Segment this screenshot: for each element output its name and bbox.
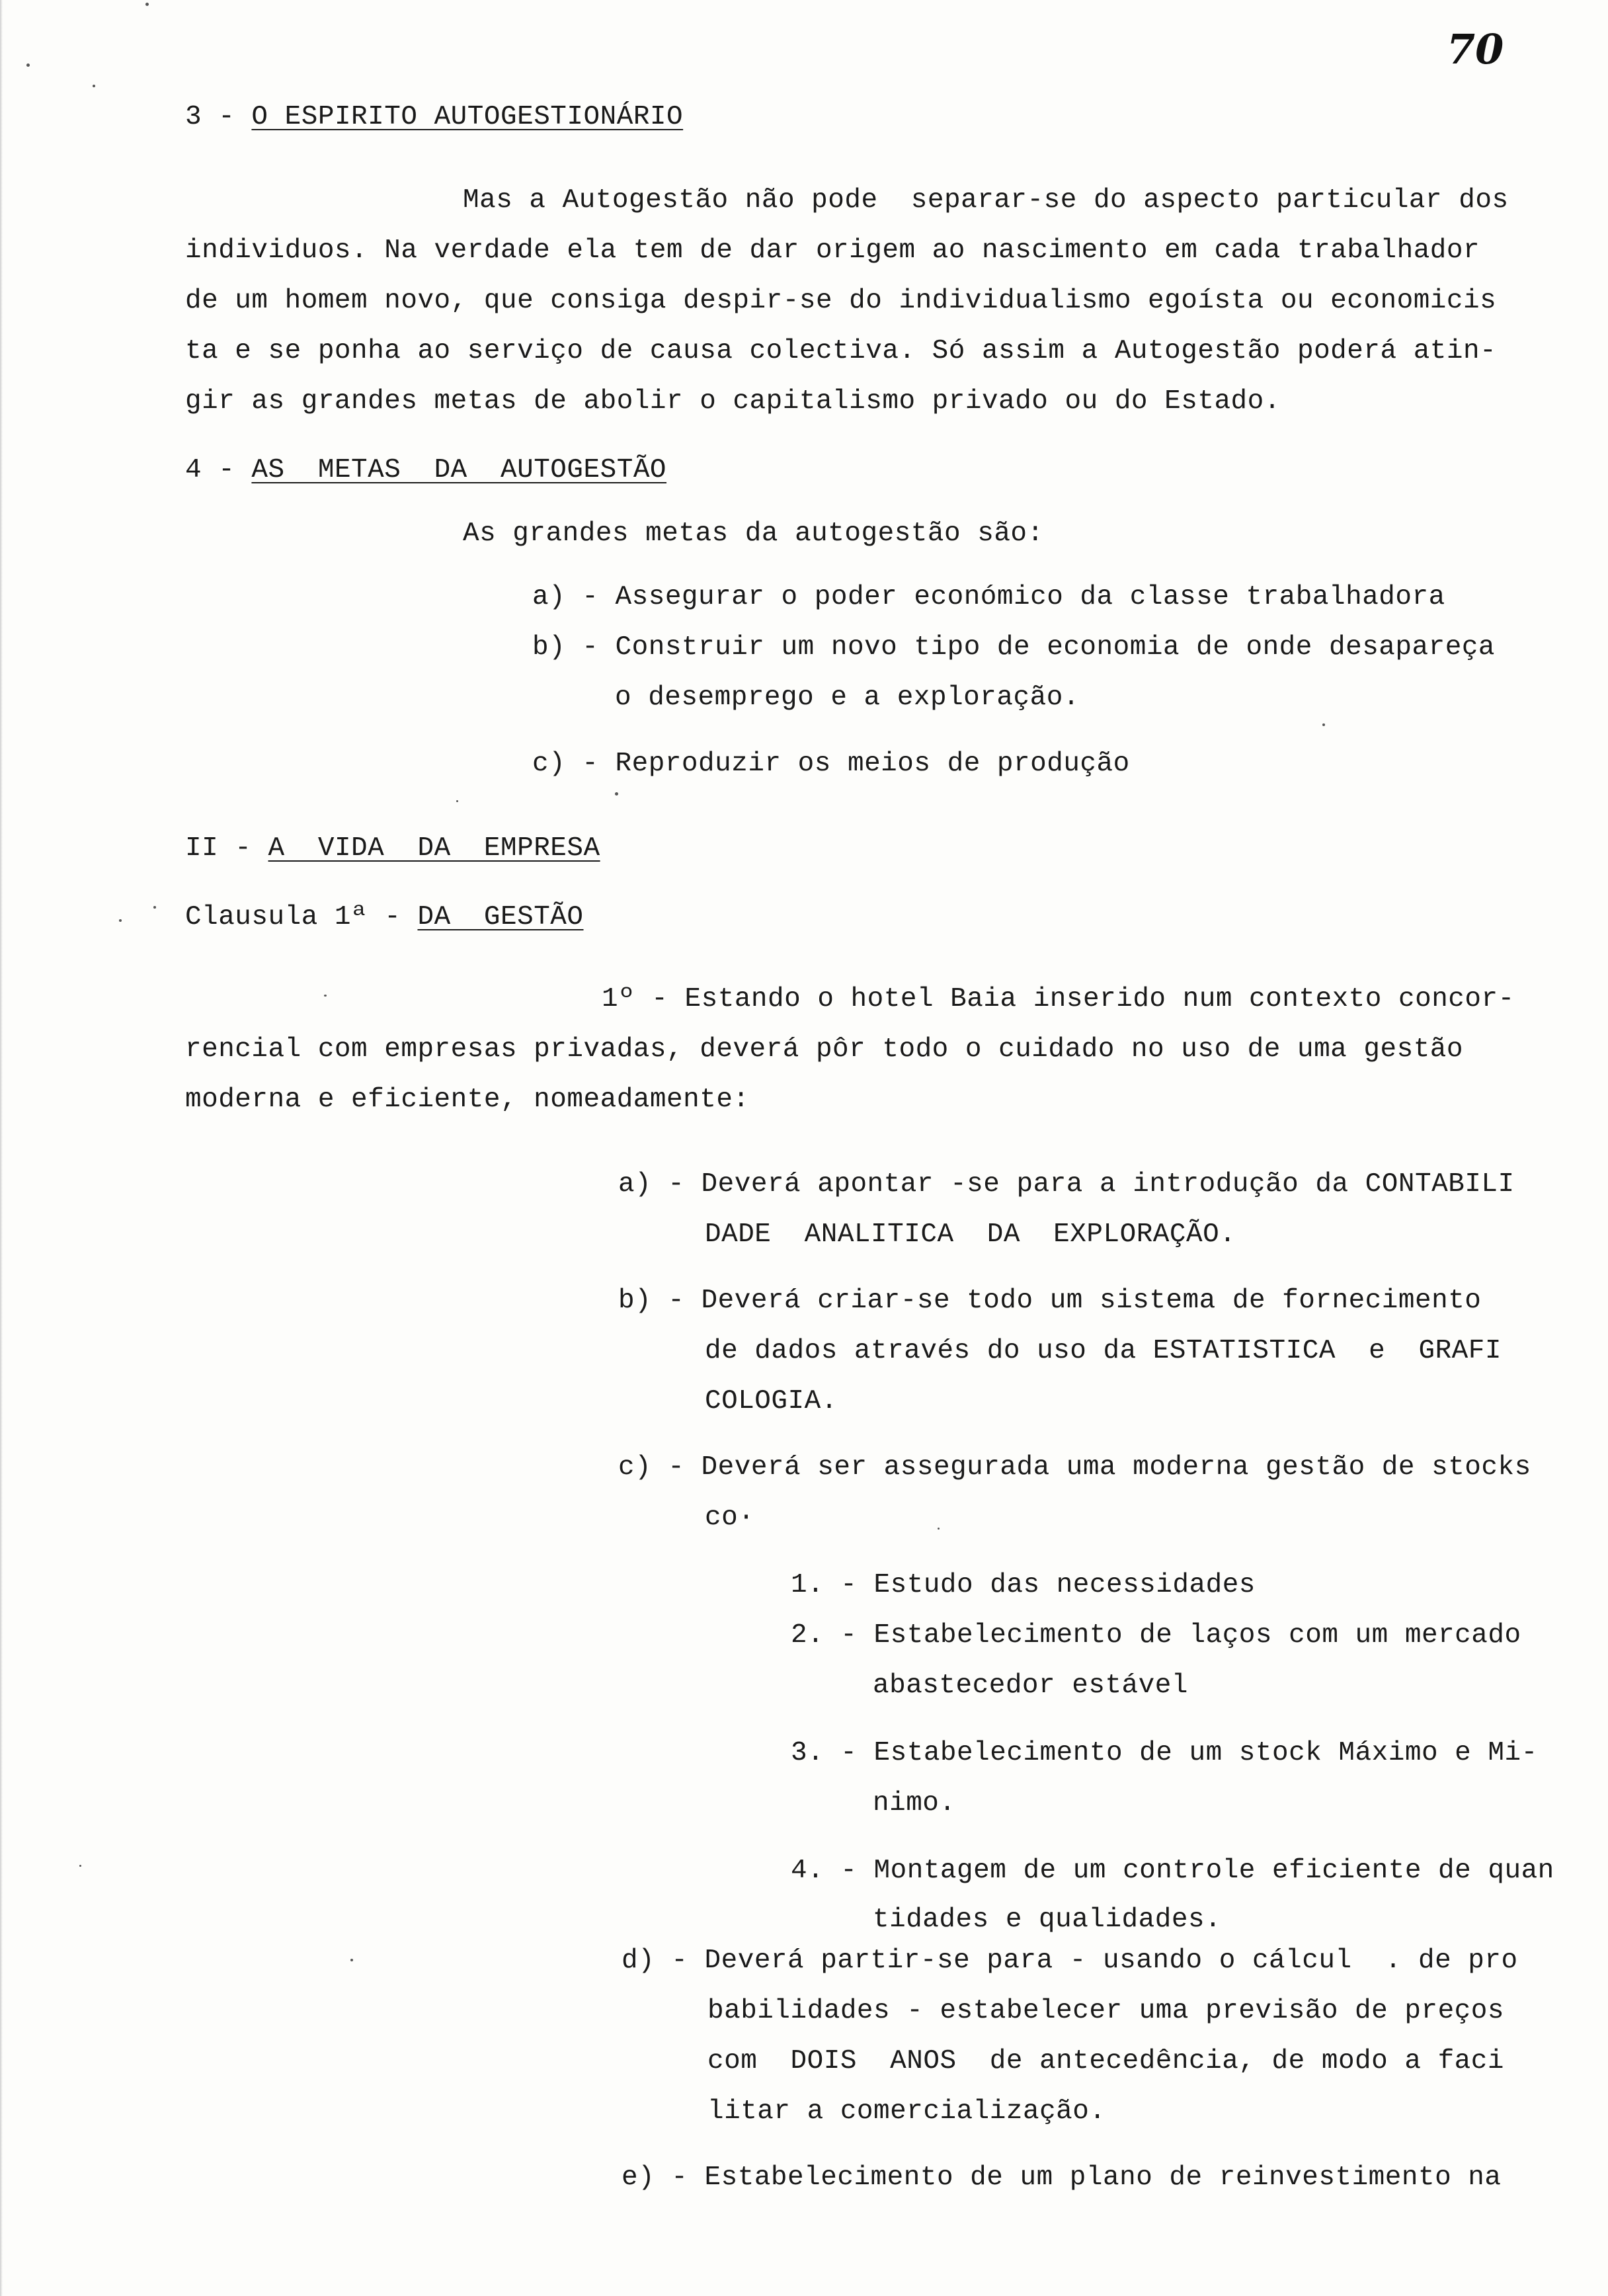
section-3-title: O ESPIRITO AUTOGESTIONÁRIO	[251, 102, 684, 132]
stock-subitem-3-line-2: nimo.	[873, 1788, 956, 1819]
clause-item-c-line-1: c) - Deverá ser assegurada uma moderna gestão de stocks	[618, 1452, 1531, 1483]
clause-1-para-line-3: moderna e eficiente, nomeadamente:	[185, 1085, 750, 1115]
section-4-title: AS METAS DA AUTOGESTÃO	[251, 455, 667, 485]
scan-speck	[456, 800, 458, 802]
page-edge-shadow	[0, 0, 3, 2296]
clause-1-heading	[185, 901, 584, 934]
section-3-para-line-4: ta e se ponha ao serviço de causa colectiva. Só assim a Autogestão poderá atin-	[185, 336, 1497, 366]
clause-item-e-line-1: e) - Estabelecimento de um plano de reinvestimento na	[622, 2162, 1502, 2193]
scan-speck	[145, 3, 149, 6]
page-number: 70	[1447, 25, 1504, 73]
scan-speck	[615, 792, 618, 796]
stock-subitem-4-line-1: 4. - Montagem de um controle eficiente de quan	[791, 1856, 1554, 1886]
section-4-item-b-cont: o desemprego e a exploração.	[615, 682, 1080, 713]
scan-speck	[938, 1528, 940, 1530]
section-4-number: 4 -	[185, 455, 252, 485]
section-3-number: 3 -	[185, 102, 252, 132]
section-4-intro: As grandes metas da autogestão são:	[463, 518, 1044, 549]
section-4-item-b: b) - Construir um novo tipo de economia de onde desapareça	[532, 632, 1496, 663]
clause-1-para-line-2: rencial com empresas privadas, deverá pôr todo o cuidado no uso de uma gestão	[185, 1034, 1464, 1065]
stock-subitem-3-line-1: 3. - Estabelecimento de um stock Máximo e Mi-	[791, 1738, 1538, 1768]
clause-item-c-line-2: co·	[705, 1502, 755, 1533]
scan-speck	[350, 1959, 353, 1961]
section-3-para-line-2: individuos. Na verdade ela tem de dar origem ao nascimento em cada trabalhador	[185, 235, 1480, 266]
scan-speck	[1322, 723, 1325, 726]
section-4-heading	[185, 454, 666, 487]
section-4-item-c: c) - Reproduzir os meios de produção	[532, 749, 1130, 779]
clause-item-a-line-2: DADE ANALITICA DA EXPLORAÇÃO.	[705, 1219, 1236, 1250]
scan-speck	[153, 906, 156, 909]
section-3-heading	[185, 101, 683, 134]
scan-speck	[119, 919, 122, 922]
clause-item-d-line-3: com DOIS ANOS de antecedência, de modo a faci	[707, 2046, 1504, 2076]
clause-item-d-line-2: babilidades - estabelecer uma previsão de preços	[707, 1996, 1504, 2026]
stock-subitem-2-line-2: abastecedor estável	[873, 1670, 1188, 1701]
scan-speck	[26, 63, 30, 67]
chapter-2-title: A VIDA DA EMPRESA	[268, 833, 600, 864]
clause-item-b-line-1: b) - Deverá criar-se todo um sistema de fornecimento	[618, 1286, 1482, 1316]
section-3-para-line-3: de um homem novo, que consiga despir-se do individualismo egoísta ou economicis	[185, 286, 1497, 316]
scan-speck	[324, 995, 327, 997]
scan-speck	[79, 1865, 81, 1867]
chapter-2-number: II -	[185, 833, 268, 864]
stock-subitem-2-line-1: 2. - Estabelecimento de laços com um mercado	[791, 1620, 1521, 1651]
scan-speck	[93, 85, 95, 87]
clause-item-d-line-4: litar a comercialização.	[707, 2096, 1106, 2127]
section-3-para-line-1: Mas a Autogestão não pode separar-se do aspecto particular dos	[463, 185, 1509, 216]
clause-1-label: Clausula 1ª -	[185, 902, 418, 932]
clause-1-para-line-1: 1º - Estando o hotel Baia inserido num contexto concor-	[602, 984, 1515, 1014]
clause-item-a-line-1: a) - Deverá apontar -se para a introdução da CONTABILI	[618, 1169, 1515, 1200]
clause-item-d-line-1: d) - Deverá partir-se para - usando o cálcul . de pro	[622, 1946, 1518, 1976]
stock-subitem-1: 1. - Estudo das necessidades	[791, 1570, 1256, 1600]
stock-subitem-4-line-2: tidades e qualidades.	[873, 1905, 1222, 1935]
clause-item-b-line-2: de dados através do uso da ESTATISTICA e GRAFI	[705, 1336, 1502, 1366]
section-3-para-line-5: gir as grandes metas de abolir o capitalismo privado ou do Estado.	[185, 386, 1281, 417]
clause-1-title: DA GESTÃO	[417, 902, 584, 932]
chapter-2-heading	[185, 832, 600, 865]
clause-item-b-line-3: COLOGIA.	[705, 1386, 838, 1416]
section-4-item-a: a) - Assegurar o poder económico da classe trabalhadora	[532, 582, 1445, 612]
